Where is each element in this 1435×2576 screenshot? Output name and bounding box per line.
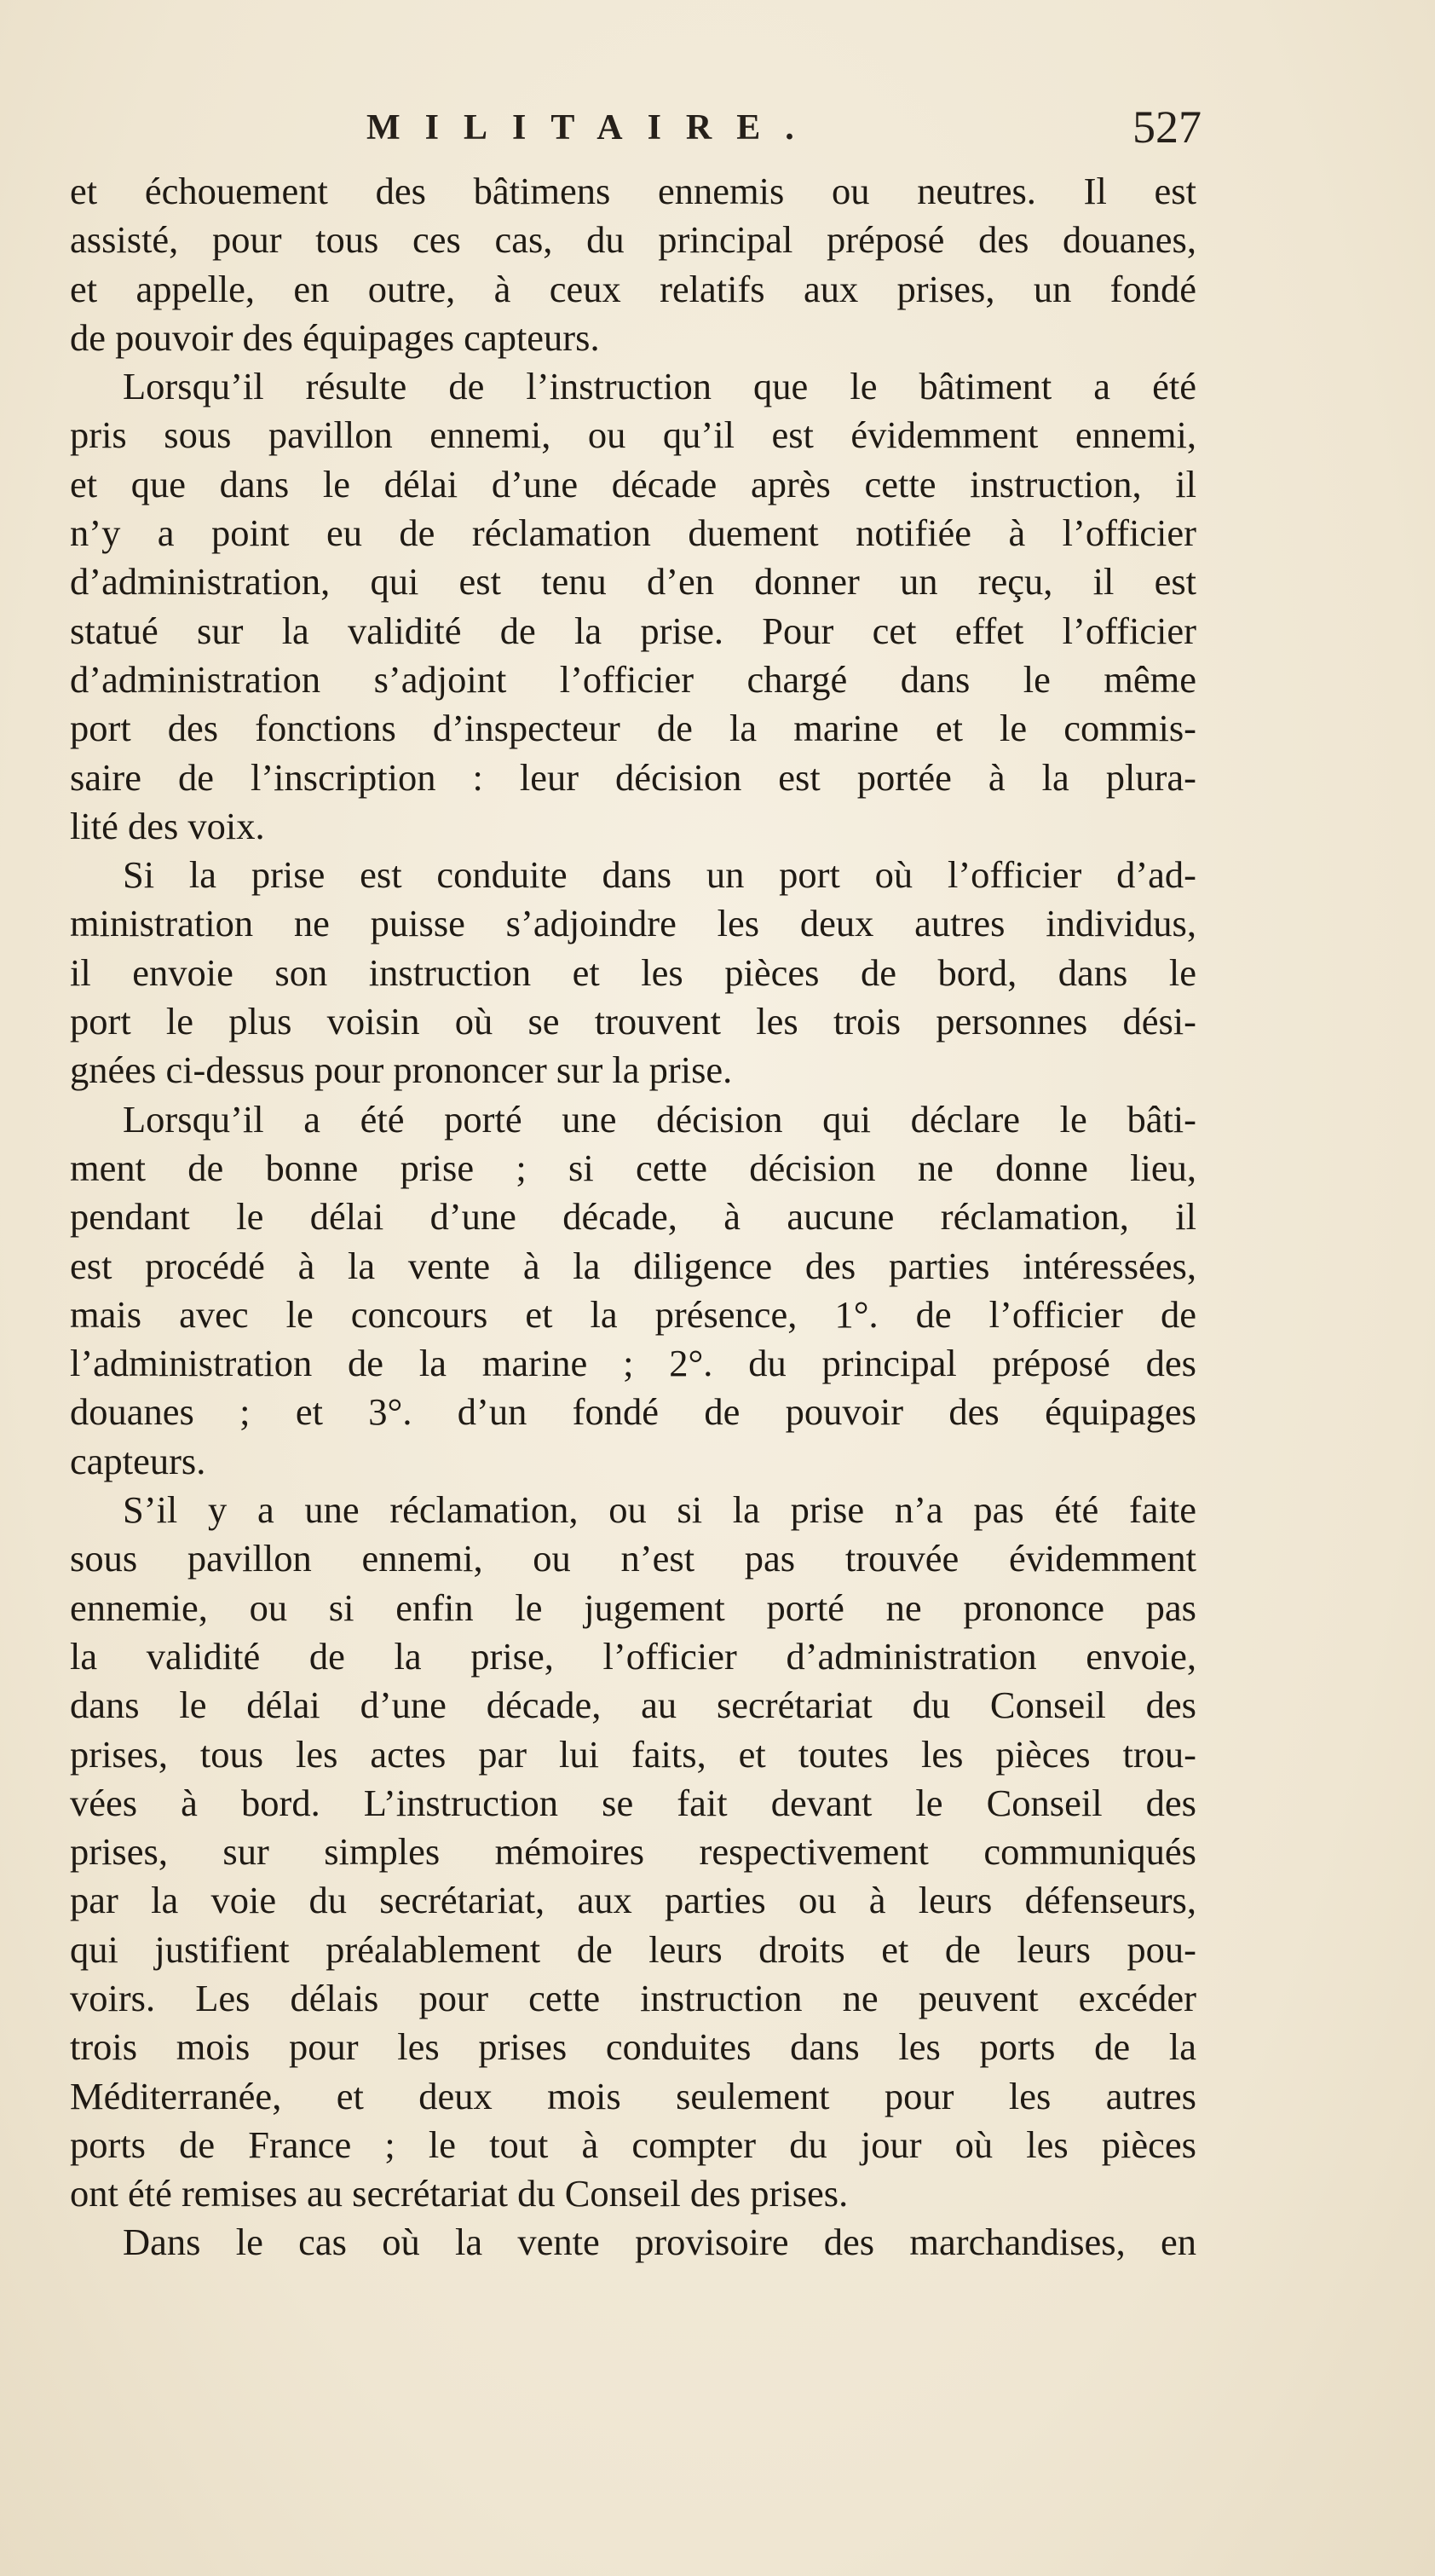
text-line: l’administration de la marine ; 2°. du principal préposé des	[70, 1342, 1196, 1385]
text-line: saire de l’inscription : leur décision est portée à la plura-	[70, 755, 1196, 799]
text-line: ennemie, ou si enfin le jugement porté ne prononce pas	[70, 1585, 1196, 1629]
text-line: prises, sur simples mémoires respectivement communiqués	[70, 1830, 1196, 1874]
text-line: Lorsqu’il a été porté une décision qui déclare le bâti-	[123, 1097, 1196, 1141]
text-line: S’il y a une réclamation, ou si la prise n’a pas été faite	[123, 1488, 1196, 1532]
running-head	[366, 101, 1202, 160]
text-line: la validité de la prise, l’officier d’administration envoie,	[70, 1634, 1196, 1678]
text-line: il envoie son instruction et les pièces de bord, dans le	[70, 950, 1196, 994]
text-line: d’administration s’adjoint l’officier chargé dans le même	[70, 657, 1196, 701]
text-line: trois mois pour les prises conduites dans les ports de la	[70, 2025, 1196, 2069]
text-line: et que dans le délai d’une décade après cette instruction, il	[70, 462, 1196, 505]
text-line: qui justifient préalablement de leurs droits et de leurs pou-	[70, 1927, 1196, 1971]
text-line: et échouement des bâtimens ennemis ou neutres. Il est	[70, 170, 1196, 212]
text-line: Si la prise est conduite dans un port où l’officier d’ad-	[123, 853, 1196, 897]
text-line: Dans le cas où la vente provisoire des marchandises, en	[123, 2221, 1196, 2264]
text-line: et appelle, en outre, à ceux relatifs aux prises, un fondé	[70, 267, 1196, 310]
text-line: lité des voix.	[70, 804, 265, 847]
text-line: statué sur la validité de la prise. Pour cet effet l’officier	[70, 609, 1196, 652]
text-line: par la voie du secrétariat, aux parties ou à leurs défenseurs,	[70, 1879, 1196, 1922]
text-line: ment de bonne prise ; si cette décision ne donne lieu,	[70, 1146, 1196, 1189]
text-line: d’administration, qui est tenu d’en donner un reçu, il est	[70, 560, 1196, 604]
text-line: assisté, pour tous ces cas, du principal préposé des douanes,	[70, 218, 1196, 262]
text-line: port le plus voisin où se trouvent les trois personnes dési-	[70, 1000, 1196, 1043]
text-line: ministration ne puisse s’adjoindre les deux autres individus,	[70, 902, 1196, 945]
text-line: n’y a point eu de réclamation duement notifiée à l’officier	[70, 511, 1196, 555]
text-line: prises, tous les actes par lui faits, et toutes les pièces trou-	[70, 1732, 1196, 1776]
text-line: vées à bord. L’instruction se fait devant le Conseil des	[70, 1781, 1196, 1824]
text-line: voirs. Les délais pour cette instruction ne peuvent excéder	[70, 1976, 1196, 2019]
text-line: pris sous pavillon ennemi, ou qu’il est évidemment ennemi,	[70, 413, 1196, 457]
running-title: MILITAIRE.	[366, 108, 819, 147]
text-line: Lorsqu’il résulte de l’instruction que le bâtiment a été	[123, 365, 1196, 408]
text-line: capteurs.	[70, 1439, 206, 1482]
text-line: pendant le délai d’une décade, à aucune réclamation, il	[70, 1195, 1196, 1239]
text-line: est procédé à la vente à la diligence des parties intéressées,	[70, 1244, 1196, 1287]
text-line: de pouvoir des équipages capteurs.	[70, 315, 600, 359]
text-line: mais avec le concours et la présence, 1°. de l’officier de	[70, 1292, 1196, 1336]
text-line: douanes ; et 3°. d’un fondé de pouvoir des équipages	[70, 1390, 1196, 1434]
text-line: port des fonctions d’inspecteur de la marine et le commis-	[70, 707, 1196, 750]
text-line: sous pavillon ennemi, ou n’est pas trouvée évidemment	[70, 1537, 1196, 1580]
text-line: ports de France ; le tout à compter du jour où les pièces	[70, 2123, 1196, 2166]
text-line: dans le délai d’une décade, au secrétariat du Conseil des	[70, 1684, 1196, 1727]
text-line: Méditerranée, et deux mois seulement pour les autres	[70, 2074, 1196, 2117]
text-line: gnées ci-dessus pour prononcer sur la prise.	[70, 1048, 733, 1092]
body-text	[70, 167, 1196, 2267]
text-line: ont été remises au secrétariat du Conseil des prises.	[70, 2172, 849, 2215]
page-number: 527	[1132, 101, 1202, 153]
